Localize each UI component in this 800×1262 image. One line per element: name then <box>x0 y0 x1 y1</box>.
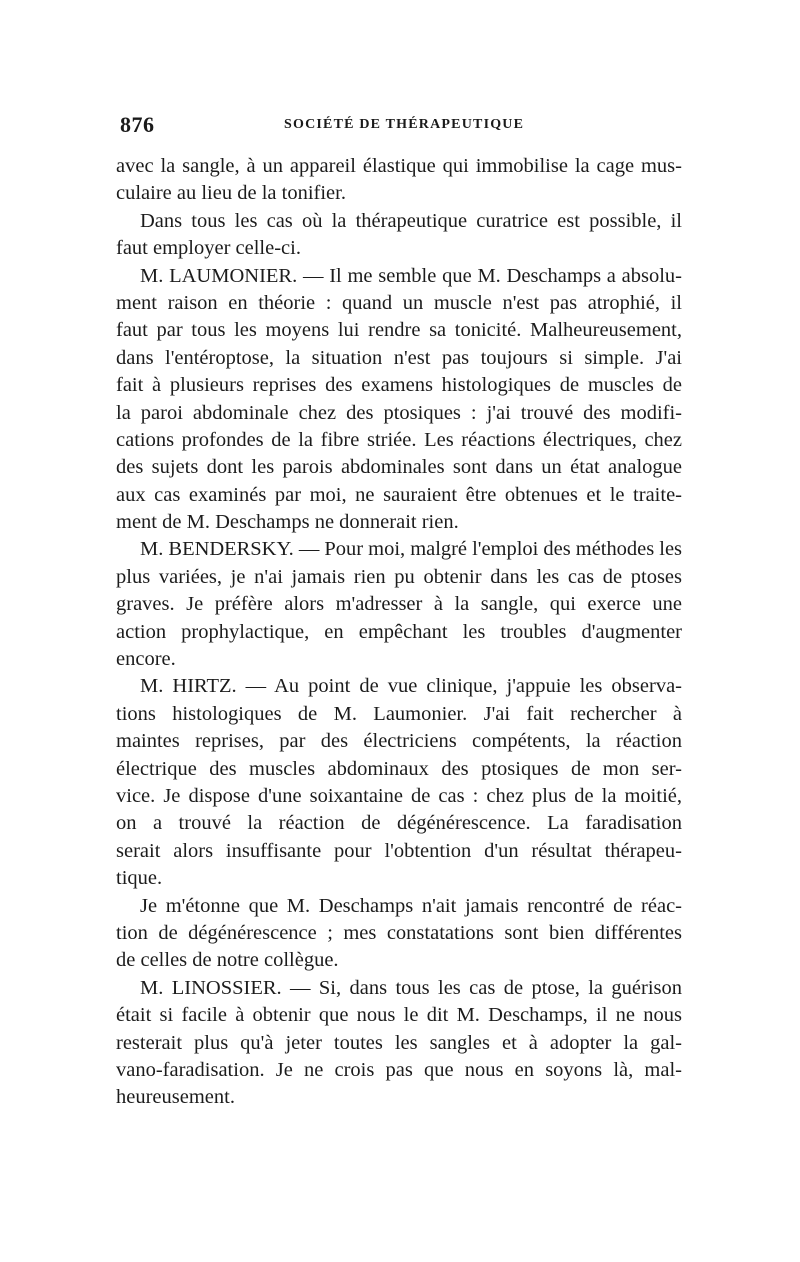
running-title: SOCIÉTÉ DE THÉRAPEUTIQUE <box>284 117 525 132</box>
text-line: tique. <box>116 867 163 890</box>
text-line: heureusement. <box>116 1086 235 1109</box>
text-line: ment de M. Deschamps ne donnerait rien. <box>116 511 459 534</box>
text-line: de celles de notre collègue. <box>116 949 339 972</box>
text-line: vano-faradisation. Je ne crois pas que nous en soyons là, mal- <box>116 1058 682 1081</box>
speaker-line-laumonier: M. LAUMONIER. — Il me semble que M. Deschamps a absolu- <box>140 264 682 287</box>
text-line: culaire au lieu de la tonifier. <box>116 182 346 205</box>
text-line: maintes reprises, par des électriciens compétents, la réaction <box>116 730 682 753</box>
text-line: tion de dégénérescence ; mes constatations sont bien différentes <box>116 921 682 944</box>
text-line: fait à plusieurs reprises des examens histologiques de muscles de <box>116 374 682 397</box>
text-line: cations profondes de la fibre striée. Les réactions électriques, chez <box>116 428 682 451</box>
text-line: faut employer celle-ci. <box>116 237 301 260</box>
text-line: des sujets dont les parois abdominales sont dans un état analogue <box>116 456 682 479</box>
speaker-line-hirtz: M. HIRTZ. — Au point de vue clinique, j'appuie les observa- <box>140 675 682 698</box>
speaker-line-linossier: M. LINOSSIER. — Si, dans tous les cas de ptose, la guérison <box>140 976 682 999</box>
page-number: 876 <box>120 112 155 137</box>
text-line: électrique des muscles abdominaux des ptosiques de mon ser- <box>116 757 682 780</box>
text-line: aux cas examinés par moi, ne sauraient être obtenues et le traite- <box>116 483 682 506</box>
text-line: vice. Je dispose d'une soixantaine de cas : chez plus de la moitié, <box>116 784 682 807</box>
text-line: plus variées, je n'ai jamais rien pu obtenir dans les cas de ptoses <box>116 565 682 588</box>
text-line: Dans tous les cas où la thérapeutique curatrice est possible, il <box>140 209 682 232</box>
speaker-line-bendersky: M. BENDERSKY. — Pour moi, malgré l'emploi des méthodes les <box>140 538 682 561</box>
text-line: avec la sangle, à un appareil élastique qui immobilise la cage mus- <box>116 155 682 177</box>
body-text <box>116 153 682 1112</box>
text-line: faut par tous les moyens lui rendre sa tonicité. Malheureusement, <box>116 319 682 342</box>
text-line: tions histologiques de M. Laumonier. J'ai fait rechercher à <box>116 702 682 725</box>
text-line: Je m'étonne que M. Deschamps n'ait jamais rencontré de réac- <box>140 894 682 917</box>
text-line: serait alors insuffisante pour l'obtention d'un résultat thérapeu- <box>116 839 682 862</box>
text-line: resterait plus qu'à jeter toutes les sangles et à adopter la gal- <box>116 1031 682 1054</box>
text-line: la paroi abdominale chez des ptosiques : j'ai trouvé des modifi- <box>116 401 682 424</box>
text-line: ment raison en théorie : quand un muscle n'est pas atrophié, il <box>116 291 682 314</box>
text-line: dans l'entéroptose, la situation n'est pas toujours si simple. J'ai <box>116 346 682 369</box>
text-line: encore. <box>116 648 176 671</box>
text-line: on a trouvé la réaction de dégénérescence. La faradisation <box>116 812 682 835</box>
running-head <box>116 112 680 142</box>
text-line: graves. Je préfère alors m'adresser à la sangle, qui exerce une <box>116 593 682 616</box>
text-line: était si facile à obtenir que nous le dit M. Deschamps, il ne nous <box>116 1004 682 1027</box>
text-line: action prophylactique, en empêchant les troubles d'augmenter <box>116 620 682 643</box>
